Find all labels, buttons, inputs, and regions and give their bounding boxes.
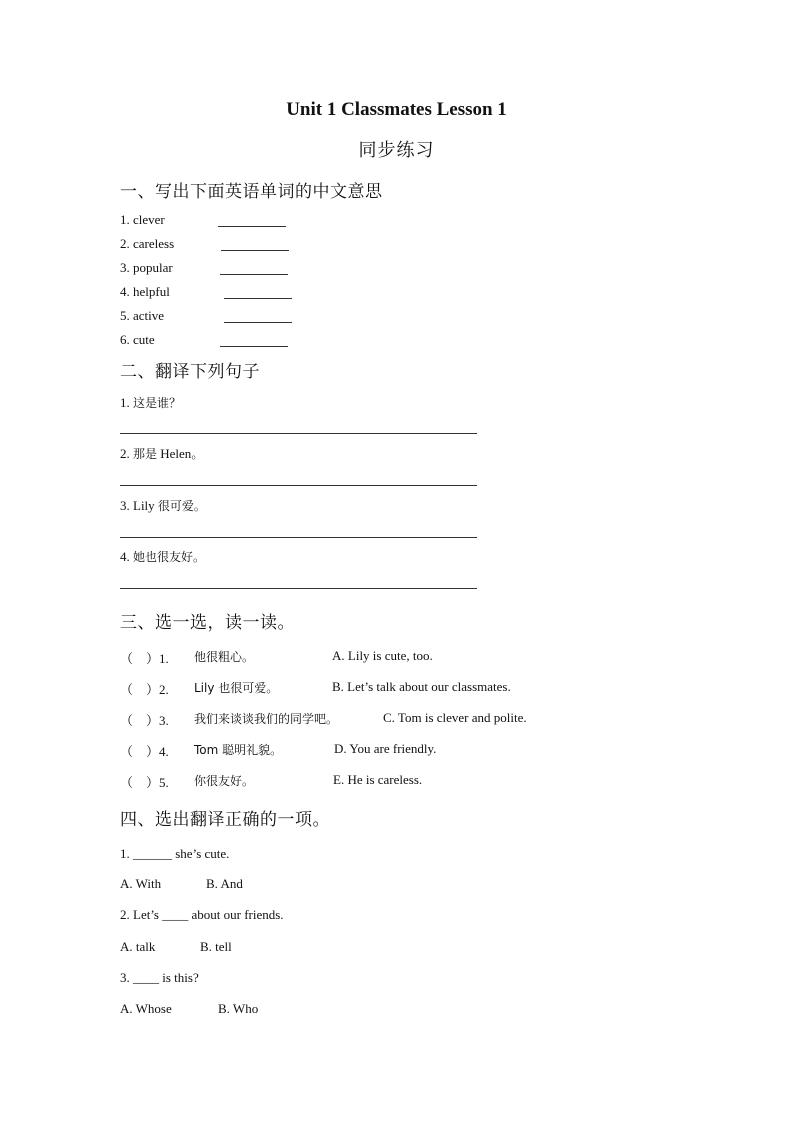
question-blank[interactable]: ____ <box>133 970 159 985</box>
answer-blank[interactable] <box>224 286 292 299</box>
section-2-heading: 二、翻译下列句子 <box>120 362 260 382</box>
option-b[interactable]: B. And <box>206 876 243 891</box>
word-item: 3. popular <box>120 260 173 275</box>
answer-blank[interactable] <box>220 262 288 275</box>
answer-blank[interactable] <box>224 310 292 323</box>
answer-line[interactable] <box>120 588 477 589</box>
sentence-item: 1. 这是谁？ <box>120 395 182 410</box>
match-right: C. Tom is clever and polite. <box>383 710 527 725</box>
sentence-item: 2. 那是 Helen。 <box>120 446 204 461</box>
match-left: Lily 也很可爱。 <box>194 681 279 695</box>
sentence-item: 4. 她也很友好。 <box>120 549 206 564</box>
word-item: 2. careless <box>120 236 175 251</box>
word-item: 4. helpful <box>120 284 170 299</box>
match-number[interactable]: （ ）3. <box>120 713 169 728</box>
match-number[interactable]: （ ）4. <box>120 744 169 759</box>
match-left: 他很粗心。 <box>194 650 255 664</box>
section-3-heading: 三、选一选，读一读。 <box>120 613 295 633</box>
option-a[interactable]: A. talk <box>120 939 156 954</box>
question-1: 1. ______ she’s cute. <box>120 846 230 861</box>
option-a[interactable]: A. With <box>120 876 162 891</box>
question-2: 2. Let’s ____ about our friends. <box>120 907 284 922</box>
word-item: 5. active <box>120 308 165 323</box>
page-title: Unit 1 Classmates Lesson 1 <box>286 99 507 120</box>
question-blank[interactable]: ____ <box>162 907 189 922</box>
match-number[interactable]: （ ）5. <box>120 775 169 790</box>
answer-blank[interactable] <box>218 214 286 227</box>
question-blank[interactable]: ______ <box>133 846 172 861</box>
question-3: 3. ____ is this? <box>120 970 199 985</box>
page-subtitle: 同步练习 <box>358 140 435 161</box>
option-b[interactable]: B. tell <box>200 939 232 954</box>
match-right: E. He is careless. <box>333 772 423 787</box>
answer-line[interactable] <box>120 433 477 434</box>
section-4-heading: 四、选出翻译正确的一项。 <box>120 810 330 830</box>
match-right: D. You are friendly. <box>334 741 437 756</box>
match-number[interactable]: （ ）2. <box>120 682 169 697</box>
option-b[interactable]: B. Who <box>218 1001 259 1016</box>
match-number[interactable]: （ ）1. <box>120 651 169 666</box>
match-left: Tom 聪明礼貌。 <box>194 743 283 757</box>
answer-blank[interactable] <box>220 334 288 347</box>
word-item: 1. clever <box>120 212 165 227</box>
answer-line[interactable] <box>120 485 477 486</box>
answer-blank[interactable] <box>221 238 289 251</box>
word-item: 6. cute <box>120 332 155 347</box>
match-right: A. Lily is cute, too. <box>332 648 433 663</box>
answer-line[interactable] <box>120 537 477 538</box>
sentence-item: 3. Lily 很可爱。 <box>120 498 206 513</box>
match-left: 你很友好。 <box>194 774 255 788</box>
match-right: B. Let’s talk about our classmates. <box>332 679 511 694</box>
section-1-heading: 一、写出下面英语单词的中文意思 <box>120 182 383 202</box>
option-a[interactable]: A. Whose <box>120 1001 172 1016</box>
match-left: 我们来谈谈我们的同学吧。 <box>194 712 339 726</box>
